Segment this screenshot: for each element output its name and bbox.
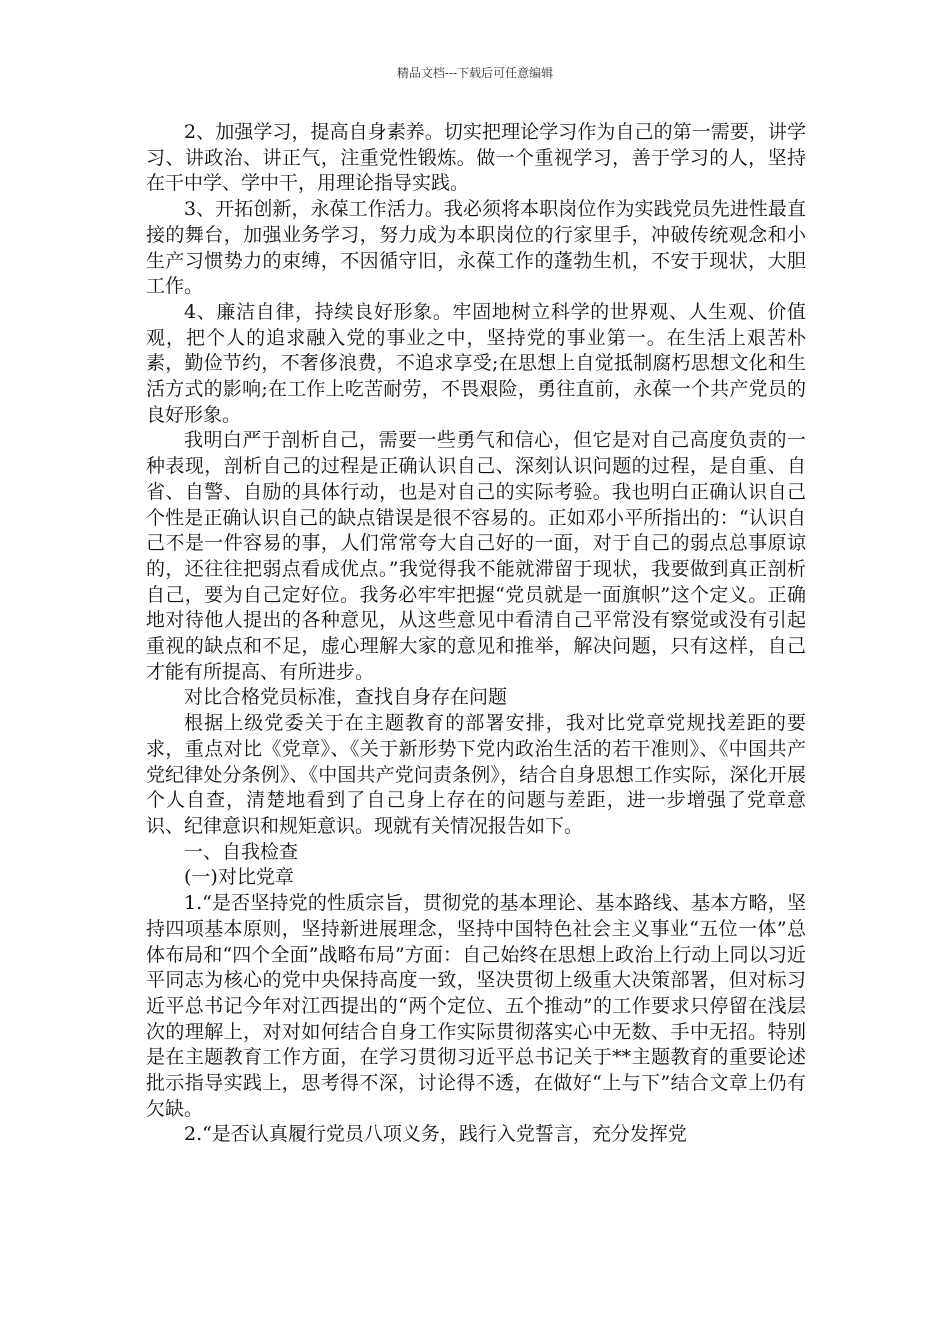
page-header: 精品文档---下载后可任意编辑 [396,66,554,80]
paragraph-background: 根据上级党委关于在主题教育的部署安排，我对比党章党规找差距的要求，重点对比《党章》、《关于新形势下党内政治生活的若干准则》、《中国共产党纪律处分条例》、《中国共产党问责条例》，结合自身思想工作实际，深化开展个人自查，清楚地看到了自己身上存在的问题与差距，进一步增强了党章意识、纪律意识和规矩意识。现就有关情况报告如下。 [146,712,806,837]
paragraph-self-analysis: 我明白严于剖析自己，需要一些勇气和信心，但它是对自己高度负责的一种表现，剖析自己的过程是正确认识自己、深刻认识问题的过程，是自重、自省、自警、自励的具体行动，也是对自己的实际考验。我也明白正确认识自己个性是正确认识自己的缺点错误是很不容易的。正如邓小平所指出的：“认识自己不是一件容易的事，人们常常夸大自己好的一面，对于自己的弱点总事原谅的，还往往把弱点看成优点。”我觉得我不能就滞留于现状，我要做到真正剖析自己，要为自己定好位。我务必牢牢把握“党员就是一面旗帜”这个定义。正确地对待他人提出的各种意见，从这些意见中看清自己平常没有察觉或没有引起重视的缺点和不足，虚心理解大家的意见和推举，解决问题，只有这样，自己才能有所提高、有所进步。 [146,429,806,683]
paragraph-item-1: 1.“是否坚持党的性质宗旨，贯彻党的基本理论、基本路线、基本方略，坚持四项基本原则，坚持新进展理念，坚持中国特色社会主义事业“五位一体”总体布局和“四个全面”战略布局”方面：自己始终在思想上政治上行动上同以习近平同志为核心的党中央保持高度一致，坚决贯彻上级重大决策部署，但对标习近平总书记今年对江西提出的“两个定位、五个推动”的工作要求只停留在浅层次的理解上，对对如何结合自身工作实际贯彻落实心中无数、手中无招。特别是在主题教育工作方面，在学习贯彻习近平总书记关于**主题教育的重要论述批示指导实践上，思考得不深，讨论得不透，在做好“上与下”结合文章上仍有欠缺。 [146,892,806,1120]
section-heading: 对比合格党员标准，查找自身存在问题 [184,686,508,709]
heading-compare-charter: (一)对比党章 [184,866,294,889]
paragraph-innovation: 3、开拓创新，永葆工作活力。我必须将本职岗位作为实践党员先进性最直接的舞台，加强业务学习，努力成为本职岗位的行家里手，冲破传统观念和小生产习惯势力的束缚，不因循守旧，永葆工作的蓬勃生机，不安于现状，大胆工作。 [146,198,806,298]
paragraph-study: 2、加强学习，提高自身素养。切实把理论学习作为自己的第一需要，讲学习、讲政治、讲正气，注重党性锻炼。做一个重视学习，善于学习的人，坚持在干中学、学中干，用理论指导实践。 [146,121,806,195]
heading-self-check: 一、自我检查 [184,840,299,863]
paragraph-integrity: 4、廉洁自律，持续良好形象。牢固地树立科学的世界观、人生观、价值观，把个人的追求融入党的事业之中，坚持党的事业第一。在生活上艰苦朴素，勤俭节约，不奢侈浪费，不追求享受;在思想上自觉抵制腐朽思想文化和生活方式的影响;在工作上吃苦耐劳，不畏艰险，勇往直前，永葆一个共产党员的良好形象。 [146,300,806,426]
document-body [146,120,806,1148]
paragraph-item-2: 2.“是否认真履行党员八项义务，践行入党誓言，充分发挥党 [184,1123,687,1146]
